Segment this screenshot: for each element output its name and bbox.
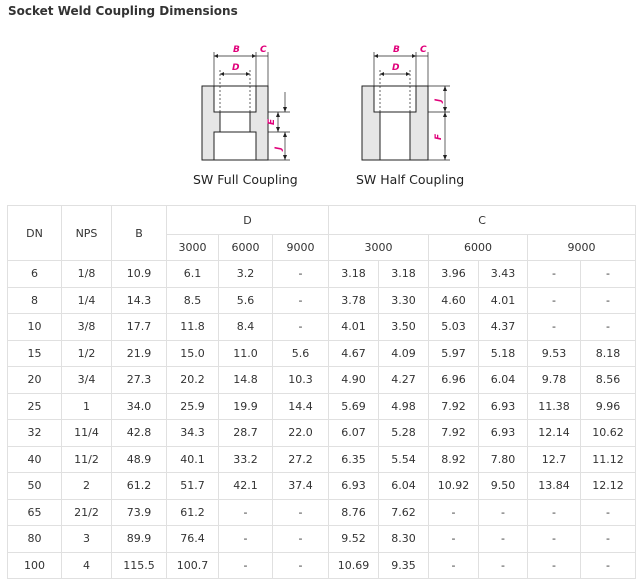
c-cell: - [479,499,528,526]
c-cell: 12.7 [528,446,581,473]
d-cell: - [273,287,329,314]
d-cell: - [273,261,329,288]
nps-cell: 3 [62,526,112,553]
c-cell: - [581,552,636,579]
header-d-class: 6000 [219,235,273,261]
header-nps: NPS [62,206,112,261]
dim-label-b: B [393,45,400,55]
c-cell: 5.03 [429,314,479,341]
c-cell: - [528,261,581,288]
dn-cell: 20 [8,367,62,394]
d-cell: 10.3 [273,367,329,394]
d-cell: 11.8 [167,314,219,341]
c-cell: 9.52 [329,526,379,553]
nps-cell: 4 [62,552,112,579]
table-row [8,261,636,288]
c-cell: 3.78 [329,287,379,314]
header-d: D [167,206,329,235]
c-cell: 3.18 [379,261,429,288]
d-cell: - [273,552,329,579]
sw-half-coupling-diagram [350,40,470,170]
dn-cell: 65 [8,499,62,526]
c-cell: 3.50 [379,314,429,341]
dn-cell: 15 [8,340,62,367]
d-cell: 51.7 [167,473,219,500]
c-cell: 5.69 [329,393,379,420]
sw-full-coupling-caption: SW Full Coupling [193,172,298,187]
d-cell: - [273,526,329,553]
page-title: Socket Weld Coupling Dimensions [8,4,238,18]
c-cell: 6.93 [479,393,528,420]
c-cell: 11.12 [581,446,636,473]
c-cell: - [581,261,636,288]
d-cell: - [219,499,273,526]
d-cell: 6.1 [167,261,219,288]
d-cell: 76.4 [167,526,219,553]
b-cell: 10.9 [112,261,167,288]
d-cell: 34.3 [167,420,219,447]
b-cell: 61.2 [112,473,167,500]
c-cell: - [528,287,581,314]
d-cell: 5.6 [273,340,329,367]
c-cell: 10.92 [429,473,479,500]
sw-full-coupling-drawing [190,40,310,170]
c-cell: 4.37 [479,314,528,341]
c-cell: - [479,552,528,579]
c-cell: 5.28 [379,420,429,447]
b-cell: 34.0 [112,393,167,420]
c-cell: 8.18 [581,340,636,367]
c-cell: 7.92 [429,393,479,420]
dim-label-d: D [392,63,400,73]
c-cell: - [528,552,581,579]
d-cell: - [219,552,273,579]
nps-cell: 1/8 [62,261,112,288]
b-cell: 42.8 [112,420,167,447]
table-row [8,393,636,420]
b-cell: 14.3 [112,287,167,314]
header-d-class: 3000 [167,235,219,261]
d-cell: 37.4 [273,473,329,500]
table-body [8,261,636,579]
c-cell: 10.69 [329,552,379,579]
c-cell: 4.98 [379,393,429,420]
dim-label-j: J [274,146,284,150]
c-cell: 11.38 [528,393,581,420]
d-cell: 11.0 [219,340,273,367]
c-cell: - [581,499,636,526]
table-row [8,446,636,473]
header-d-class: 9000 [273,235,329,261]
table-row [8,473,636,500]
dim-label-c: C [420,45,427,55]
c-cell: 6.07 [329,420,379,447]
c-cell: 6.96 [429,367,479,394]
c-cell: - [581,314,636,341]
c-cell: 12.14 [528,420,581,447]
dim-label-b: B [233,45,240,55]
b-cell: 89.9 [112,526,167,553]
nps-cell: 1 [62,393,112,420]
c-cell: 4.01 [329,314,379,341]
table-row [8,340,636,367]
c-cell: 6.93 [329,473,379,500]
nps-cell: 2 [62,473,112,500]
table-row [8,420,636,447]
c-cell: 9.53 [528,340,581,367]
dn-cell: 25 [8,393,62,420]
d-cell: 25.9 [167,393,219,420]
dn-cell: 50 [8,473,62,500]
dim-label-d: D [232,63,240,73]
header-c-class: 9000 [528,235,636,261]
c-cell: - [528,314,581,341]
d-cell: - [273,499,329,526]
c-cell: 8.30 [379,526,429,553]
header-dn: DN [8,206,62,261]
c-cell: - [528,526,581,553]
d-cell: 27.2 [273,446,329,473]
sw-full-coupling-diagram [190,40,310,170]
dn-cell: 8 [8,287,62,314]
table-row [8,367,636,394]
nps-cell: 3/4 [62,367,112,394]
d-cell: 42.1 [219,473,273,500]
d-cell: 33.2 [219,446,273,473]
c-cell: 8.92 [429,446,479,473]
b-cell: 27.3 [112,367,167,394]
c-cell: - [429,526,479,553]
c-cell: 9.35 [379,552,429,579]
b-cell: 21.9 [112,340,167,367]
sw-half-coupling-caption: SW Half Coupling [356,172,465,187]
dim-label-e: E [267,118,277,125]
d-cell: 40.1 [167,446,219,473]
sw-half-coupling-drawing [350,40,470,170]
header-c: C [329,206,636,235]
d-cell: - [273,314,329,341]
c-cell: 10.62 [581,420,636,447]
c-cell: 8.76 [329,499,379,526]
nps-cell: 1/2 [62,340,112,367]
c-cell: 3.30 [379,287,429,314]
c-cell: 12.12 [581,473,636,500]
c-cell: - [429,499,479,526]
d-cell: 14.8 [219,367,273,394]
c-cell: 5.54 [379,446,429,473]
dn-cell: 6 [8,261,62,288]
header-b: B [112,206,167,261]
table-row [8,552,636,579]
dn-cell: 32 [8,420,62,447]
d-cell: 15.0 [167,340,219,367]
d-cell: 3.2 [219,261,273,288]
c-cell: 4.60 [429,287,479,314]
dim-label-j: J [434,98,444,102]
c-cell: 4.67 [329,340,379,367]
c-cell: 7.80 [479,446,528,473]
c-cell: - [528,499,581,526]
table-row [8,526,636,553]
c-cell: - [479,526,528,553]
c-cell: - [581,287,636,314]
c-cell: 6.35 [329,446,379,473]
header-c-class: 3000 [329,235,429,261]
d-cell: 5.6 [219,287,273,314]
c-cell: 13.84 [528,473,581,500]
b-cell: 115.5 [112,552,167,579]
nps-cell: 1/4 [62,287,112,314]
d-cell: 19.9 [219,393,273,420]
c-cell: 4.27 [379,367,429,394]
c-cell: - [581,526,636,553]
dimensions-table [7,205,636,579]
c-cell: 7.62 [379,499,429,526]
c-cell: 5.97 [429,340,479,367]
c-cell: 4.90 [329,367,379,394]
d-cell: - [219,526,273,553]
b-cell: 48.9 [112,446,167,473]
c-cell: 8.56 [581,367,636,394]
c-cell: 7.92 [429,420,479,447]
table-row [8,499,636,526]
c-cell: 6.93 [479,420,528,447]
d-cell: 22.0 [273,420,329,447]
nps-cell: 11/4 [62,420,112,447]
c-cell: 9.78 [528,367,581,394]
nps-cell: 11/2 [62,446,112,473]
header-c-class: 6000 [429,235,528,261]
c-cell: 3.96 [429,261,479,288]
d-cell: 61.2 [167,499,219,526]
d-cell: 14.4 [273,393,329,420]
dn-cell: 40 [8,446,62,473]
c-cell: 9.96 [581,393,636,420]
d-cell: 8.4 [219,314,273,341]
b-cell: 17.7 [112,314,167,341]
dn-cell: 100 [8,552,62,579]
dim-label-f: F [434,133,444,140]
c-cell: 3.43 [479,261,528,288]
table-row [8,287,636,314]
c-cell: 3.18 [329,261,379,288]
header-row-1 [8,206,636,235]
c-cell: 5.18 [479,340,528,367]
d-cell: 8.5 [167,287,219,314]
d-cell: 100.7 [167,552,219,579]
d-cell: 20.2 [167,367,219,394]
nps-cell: 3/8 [62,314,112,341]
dn-cell: 80 [8,526,62,553]
dim-label-c: C [260,45,267,55]
d-cell: 28.7 [219,420,273,447]
c-cell: 9.50 [479,473,528,500]
c-cell: 6.04 [479,367,528,394]
nps-cell: 21/2 [62,499,112,526]
c-cell: 4.09 [379,340,429,367]
c-cell: - [429,552,479,579]
dn-cell: 10 [8,314,62,341]
table-row [8,314,636,341]
c-cell: 4.01 [479,287,528,314]
b-cell: 73.9 [112,499,167,526]
c-cell: 6.04 [379,473,429,500]
